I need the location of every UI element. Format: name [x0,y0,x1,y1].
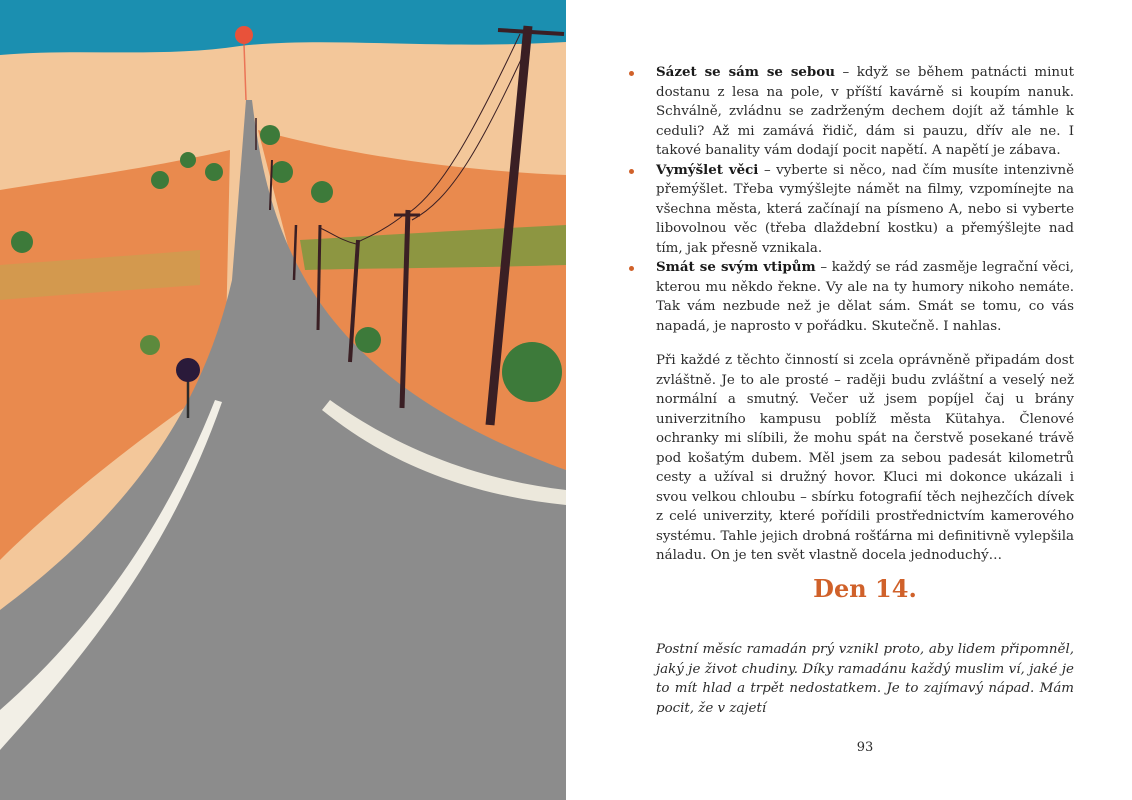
italic-paragraph: Postní měsíc ramadán prý vznikl proto, aby lidem připomněl, jaký je život chudiny. Díky ramadánu každý muslim ví, jaké je to mít hlad a trpět nedostatkem. Je to zajímavý nápad. Mám pocit, že v zajetí [656,642,1074,716]
list-item-text: – když se během patnácti minut dostanu z lesa na pole, v příští kavárně si koupím nanuk. Schválně, zvládnu se zadrženým dechem dojít až támhle k ceduli? Až mi zamává řidič, dám si pauzu, dřív ale ne. I takové banality vám dodají pocit napětí. A napětí je zábava. [656,65,1074,158]
list-item-text: – vyberte si něco, nad čím musíte intenzivně přemýšlet. Třeba vymýšlejte námět na filmy, vzpomínejte na všechna města, která začínají na písmeno A, nebo si vyberte libovolnou věc (třeba dlaždební kostku) a přemýšlejte nad tím, jak přesně vznikala. [656,162,1075,256]
list-item-term: Sázet se sám se sebou [656,64,835,80]
list-item [656,258,1074,336]
tree-icon [205,163,223,181]
list-item [656,63,1074,161]
tree-icon [11,231,33,253]
bush-icon [140,335,160,355]
list-item-term: Vymýšlet věci [656,161,759,178]
list-item-term: Smát se svým vtipům [656,259,816,275]
list-item [656,161,1074,259]
body-paragraph: Při každé z těchto činností si zcela oprávněně připadám dost zvláštně. Je to ale prosté – raději budu zvláštní a veselý než normální a smutný. Večer už jsem popíjel čaj u brány univerzitního kampusu poblíž města Kütahya. Členové ochranky mi slíbili, že mohu spát na čerstvě posekané trávě pod košatým dubem. Měl jsem za sebou padesát kilometrů cesty a užíval si družný hovor. Kluci mi dokonce ukázali i svou velkou chloubu – sbírku fotografií těch nejhezčích dívek z celé univerzity, které pořídili prostřednictvím kamerového systému. Tahle jejich drobná rošťárna mi definitivně vylepšila náladu. On je ten svět vlastně docela jednoduchý… [656,353,1074,563]
chapter-heading: Den 14. [813,574,917,603]
page-number: 93 [856,740,874,755]
tree-icon [260,125,280,145]
tree-icon [502,342,562,402]
road-sign-icon [176,358,200,382]
tree-icon [180,152,196,168]
bullet-list [656,63,1074,336]
sun-icon [235,26,253,44]
tree-icon [355,327,381,353]
tree-icon [151,171,169,189]
tree-icon [311,181,333,203]
tree-icon [271,161,293,183]
list-item-text: – každý se rád zasměje legrační věci, kterou mu někdo řekne. Vy ale na ty humory nikoho nemáte. Tak vám nezbude než je dělat sám. Smát se tomu, co vás napadá, je naprosto v pořádku. Skutečně. I nahlas. [656,260,1074,334]
